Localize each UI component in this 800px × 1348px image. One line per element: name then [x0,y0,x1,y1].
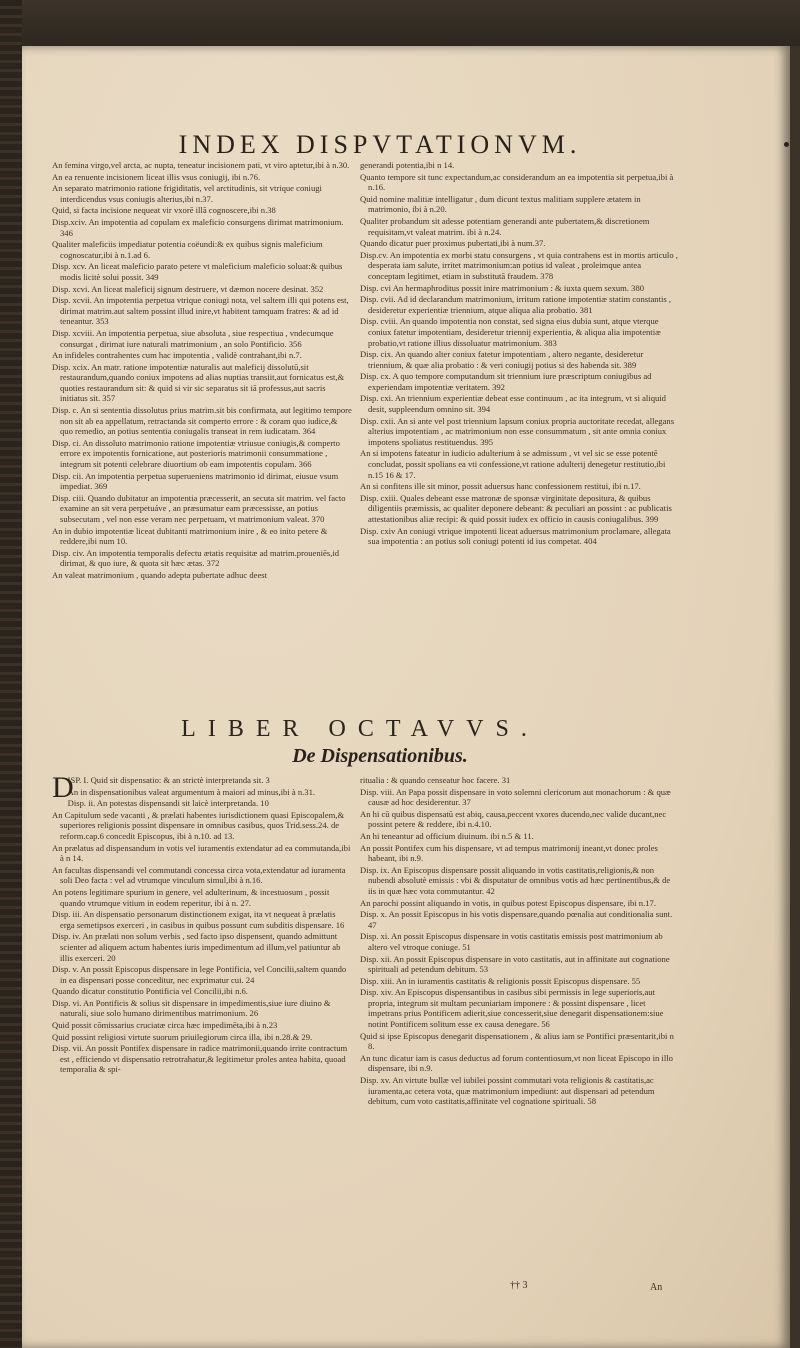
index-entry: An possit Pontifex cum his dispensare, vt ad tempus matrimonij ineant,vt donec proles habeant, ibi n.9. [360,842,658,864]
index-entry: An in dispensationibus valeat argumentum à maiori ad minus,ibi à n.31. [67,786,316,797]
drop-cap-d: D [52,775,74,804]
index-entry: Disp. vii. An possit Pontifex dispensare in radice matrimonii,quando irrite contractum est , efficiendo vt dispensatio retrotrahatur,& legitimetur proles antea habita, quoad temporalia & spi- [52,1043,348,1075]
index-entry: Quid si ipse Episcopus denegarit dispensationem , & alius iam se Pontifici præsentarit,ibi n 8. [360,1030,674,1052]
index-entry: Disp. cviii. An quando impotentia non constat, sed signa eius dubia sunt, atque vterque coniux fatetur impotentiam, desideretur triennij experientia, & aliqua alia impotentiæ probatio,vt ratione illius dissoluatur matrimonium. 383 [360,316,661,348]
signature-mark: †† 3 [510,1280,528,1291]
index-entry: Quando dicatur constitutio Pontificia vel Concilii,ibi n.6. [52,986,248,997]
index-entry: An parochi possint aliquando in votis, in quibus potest Episcopus dispensare, ibi n.17. [360,897,656,908]
first-entry: D ISP. I. Quid sit dispensatio: & an strictè interpretanda sit. 3 [52,775,270,804]
index-entry: Quid possit cōmissarius cruciatæ circa hæc impedimēta,ibi à n.23 [52,1020,278,1031]
bottom-left-entries [52,787,352,1075]
index-entry: An hi cū quibus dispensatū est abiq, causa,peccent vxores ducendo,nec valide ducant,nec possint petere & reddere, ibi n.4.10. [360,808,667,830]
index-entry: Disp. cvii. Ad id declarandum matrimonium, irritum ratione impotentiæ statim constantis , desideretur experientiæ triennium, atque aliqua alia probatio. 381 [360,294,671,315]
page-mark [784,142,789,147]
index-entry: Disp. iii. An dispensatio personarum distinctionem exigat, ita vt nequeat à prælatis erga semetipsos exerceri , in casibus in quibus possunt cum subditis dispensare. 16 [52,909,345,930]
index-column-bottom-right [360,775,678,1300]
index-column-top-right [360,160,678,715]
index-entry: generandi potentia,ibi n 14. [360,160,455,170]
index-column-bottom-left [52,775,352,1300]
index-entry: Disp. xcviii. An impotentia perpetua, siue absoluta , siue respectiua , vndecumque consurgat , dirimat iure naturali matrimonium , an solo Pontificio. 356 [52,327,334,349]
index-entry: Disp. x. An possit Episcopus in his votis dispensare,quando pœnalia aut conditionalia sunt. 47 [360,909,673,930]
index-entry: Disp. civ. An impotentia temporalis defectu ætatis requisitæ ad matrim.proueniēs,id dirimat, & quo iure, & quota sit hæc ætas. 372 [52,547,340,569]
index-entry: Quanto tempore sit tunc expectandum,ac considerandum an ea impotentia sit perpetua,ibi à n.16. [360,171,674,193]
index-entry: An potens legitimare spurium in genere, vel adulterinum, & incestuosum , possit quando vtrumque vitium in eodem reperitur, ibi à n. 27. [52,886,330,908]
index-entry: Quid, si facta incisione nequeat vir vxorē illā cognoscere,ibi n.38 [52,205,276,216]
index-entry: Disp. ciii. Quando dubitatur an impotentia præcesserit, an secuta sit matrim. vel facto examine an sit vera perpetuáve , an præsumatur eam præcessisse, an potius subsecutam , vel non esse veram nec perpetuam, vt matrimonium valeat. 370 [52,492,346,524]
index-entry: Disp. cix. An quando alter coniux fatetur impotentiam , altero negante, desideretur triennium, & quæ alia probatio : & veri coniugij potius si des habenda sit. 389 [360,349,644,370]
index-entry: Disp. cii. An impotentia perpetua superueniens matrimonio id dirimat, eiusue vsum impediat. 369 [52,470,339,492]
book-subtitle: De Dispensationibus. [292,745,468,767]
index-entry: Disp. vi. An Pontificis & solius sit dispensare in impedimentis,siue iure diuino & naturali, siue solo humano dirimentibus matrimonium. 26 [52,997,331,1019]
index-entry: ritualia : & quando censeatur hoc facere. 31 [360,775,511,785]
index-entry: Disp. xiv. An Episcopus dispensantibus in casibus sibi permissis in lege superioris,aut propria, integrum sit multam pecuniariam imponere : & possint dispensare , licet impetrans prius Pontificem adierit,siue concesserit,siue denegarit dispensationem:siue notint Pontificem solitum esse ex causa denegare. 56 [360,987,664,1030]
index-entry: An si impotens fateatur in iudicio adulterium à se admissum , vt vel sic se esse potentē concludat, possit spolians ea vti confessione,vt ratione adulterij denegetur restitutio,ibi n.15 16 & 17. [360,448,666,480]
index-entry: Disp. cxiii. Quales debeant esse matronæ de sponsæ virginitate depositura, & quibus diligentiis præmissis, ac qualiter deponere debeant: & peculiari an possint : ac publicatis attestationibus aliæ recipi: & quid possit iudex ex officio in causis coniugalibus. 399 [360,492,672,524]
index-entry: Disp. iv. An prælati non solum verbis , sed facto ipso dispensent, quando admittunt scienter ad aliquem actum habentes iuris impedimentum ad illum,vel patiuntur ab illis exerceri. 20 [52,931,341,963]
index-entry: Disp. cxii. An si ante vel post triennium lapsum coniux propria auctoritate recedat, allegans alterius impotentiam , ac matrimonium non esse consummatum , sit ante omnia coniux impotens spoliatus restituendus. 395 [360,415,675,447]
index-entry: Disp. ii. An potestas dispensandi sit laicè interpretanda. 10 [67,798,269,809]
index-entry: Disp. xii. An possit Episcopus dispensare in voto castitatis, aut in affinitate aut cognatione spirituali ad petendum debitum. 53 [360,953,670,975]
index-entry: Disp. viii. An Papa possit dispensare in voto solemni clericorum aut monachorum : & quæ causæ ad hoc desiderentur. 37 [360,786,671,808]
index-entry: Qualiter maleficiis impediatur potentia coëundi:& ex quibus signis maleficium cognoscatur,ibi à n.1.ad 6. [52,239,323,260]
index-entry: Disp. xcv. An liceat maleficio parato petere vt maleficium maleficio soluat:& quibus modis licitè solui possit. 349 [52,261,343,282]
index-entry: An tunc dicatur iam is casus deductus ad forum contentiosum,vt non liceat Episcopo in illo dispensare, ibi n.9. [360,1052,673,1074]
index-entry: Disp. v. An possit Episcopus dispensare in lege Pontificia, vel Concilii,saltem quando in ea dispensari posse conceditur, nec exprimatur cui. 24 [52,964,347,985]
index-entry: Disp. c. An si sententia dissolutus prius matrim.sit bis confirmata, aut legitimo tempore non sit ab ea appellatum, retractanda sit comperto errore : & coram quo iudice,& quo remedio, an potius sententia coniugalis transeat in rem iudicatam. 364 [52,405,352,437]
index-entry: An femina virgo,vel arcta, ac nupta, teneatur incisionem pati, vt viro aptetur,ibi à n.30. [52,160,350,170]
index-entry: An infideles contrahentes cum hac impotentia , validè contrahant,ibi n.7. [52,350,302,361]
index-entry: Quid nomine malitiæ intelligatur , dum dicunt textus malitiam supplere ætatem in matrimonio, ibi à n.20. [360,193,641,215]
index-entry: Disp. ix. An Episcopus dispensare possit aliquando in votis castitatis,religionis,& non nubendi absolutè emissis : vbi & disputatur de omnibus votis ad hæc pertinentibus,& de iis in quæ hæc vota commutantur. 42 [360,864,671,896]
index-entry: Disp.cv. An impotentia ex morbi statu consurgens , vt quia contrahens est in mortis articulo , desperata iam salute, irritet matrimonium:an potius id valeat , proleimque antea conceptam legitimet, etiam in substitutā fraudem. 378 [360,249,678,281]
index-entry: Disp. cxi. An triennium experientiæ debeat esse continuum , ac ita integrum, vt si aliquid desit, suppleendum omnino sit. 394 [360,393,666,415]
index-entry: Quid possint religiosi virtute suorum priuilegiorum circa illa, ibi n.28.& 29. [52,1031,313,1042]
index-entry: Disp.xciv. An impotentia ad copulam ex maleficio consurgens dirimat matrimonium. 346 [52,216,344,238]
index-entry: Qualiter probandum sit adesse potentiam generandi ante pubertatem,& discretionem requisitam,vt valeat matrim. ibi à n.24. [360,215,650,237]
index-entry: Disp. ci. An dissoluto matrimonio ratione impotentiæ vtriusue coniugis,& comperto errore ex impotentis fornicatione, aut posterioris matrimonii consummatione , integrum sit potenti celebrare diuortium ob eam impotentis copulam. 366 [52,437,340,470]
index-entry: Disp. xv. An virtute bullæ vel iubilei possint commutari vota religionis & castitatis,ac iuramenta,ac cetera vota, quæ matrimonium impediunt: aut dispensari ad petendum debitum, cum voto castitatis,affinitate vel cognatione spirituali. 58 [360,1075,655,1107]
index-entry: Disp. xcvii. An impotentia perpetua vtrique coniugi nota, vel saltem illi qui potens est, dirimat matrim.aut saltem possint illud inire,vt habitent tamquam fratres: & ad id teneantur. 353 [52,295,349,327]
index-entry: An facultas dispensandi vel commutandi concessa circa vota,extendatur ad iuramenta soli Deo facta : vel ad vtrumque vinculum simul,ibi à n.16. [52,864,346,886]
index-entry: An Capitulum sede vacanti , & prælati habentes iurisdictionem quasi Episcopalem,& superiores religionis possint dispensare in omnibus casibus, quos Trid.sess.24. de reform.cap.6 concedit Episcopus, ibi à n.10. ad 13. [52,809,345,841]
index-entry: An separato matrimonio ratione frigiditatis, vel arctitudinis, sit vtrique coniugi interdicendus vsus coniugis alterius,ibi n.37. [52,183,322,204]
index-entry: Quando dicatur puer proximus pubertati,ibi à num.37. [360,238,546,249]
index-entry: Disp. cvi An hermaphroditus possit inire matrimonium : & iuxta quem sexum. 380 [360,282,645,293]
index-entry: An in dubio impotentiæ liceat dubitanti matrimonium inire , & eo inito petere & reddere,ibi num 10. [52,525,328,547]
page-header: INDEX DISPVTATIONVM. [178,130,582,159]
book-fore-edge [0,0,22,1348]
index-entry: An valeat matrimonium , quando adepta pubertate adhuc deest [52,569,268,580]
index-entry: Disp. xi. An possit Episcopus dispensare in votis castitatis emissis post matrimonium ab altero vel vtroque coniuge. 51 [360,931,663,952]
index-entry: Disp. xcvi. An liceat maleficij signum destruere, vt dæmon nocere desinat. 352 [52,283,324,294]
index-entry: Disp. xcix. An matr. ratione impotentiæ naturalis aut maleficij dissolutū,sit restaurandum,quando coniux impotens ad alias nuptias transiit,aut fornicatus est,& quoties restaurandum sit: & quid si vir sic separatus sit iā professus,aut sacris initiatus sit. 357 [52,361,345,404]
index-column-top-left [52,160,352,715]
index-entry: An si confitens ille sit minor, possit aduersus hanc confessionem restitui, ibi n.17. [360,481,641,492]
index-entry: Disp. xiii. An in iuramentis castitatis & religionis possit Episcopus dispensare. 55 [360,975,641,986]
index-entry: Disp. cxiv An coniugi vtrique impotenti liceat aduersus matrimonium proclamare, allegata sua impotentia : an potius soli coniugi potenti id ius competat. 404 [360,525,671,547]
index-entry: An prælatus ad dispensandum in votis vel iuramentis extendatur ad ea commutanda,ibi à n 14. [52,842,351,864]
index-entry: An hi teneantur ad officium diuinum. ibi n.5 & 11. [360,830,534,841]
book-top-edge [0,0,800,46]
book-title: LIBER OCTAVVS. [181,716,539,742]
index-entry: Disp. cx. A quo tempore computandum sit triennium iure præscriptum coniugibus ad experiendam impotentiæ veritatem. 392 [360,371,652,392]
index-entry: An ea renuente incisionem liceat illis vsus coniugij, ibi n.76. [52,171,261,182]
catchword: An [650,1282,663,1293]
